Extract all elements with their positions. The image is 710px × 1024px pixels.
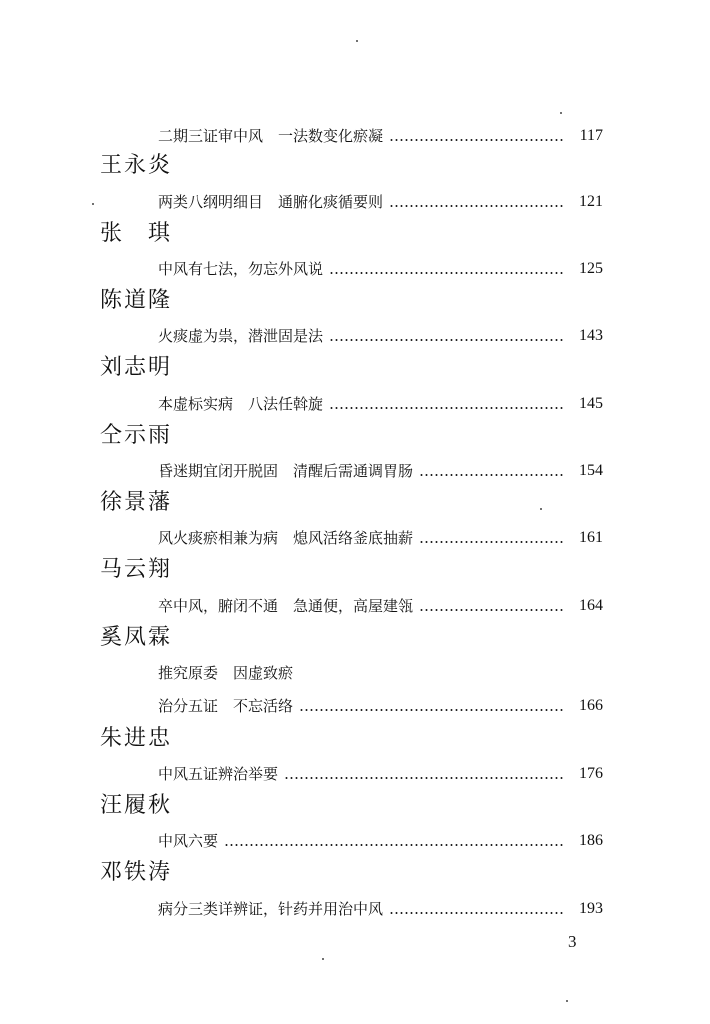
entry-title: 二期三证审中风 一法数变化瘀凝 [158, 127, 384, 145]
entry-page-number: 143 [579, 327, 603, 344]
toc-entry[interactable] [158, 762, 603, 786]
page-number: 3 [568, 932, 577, 951]
dot-leader [419, 541, 563, 543]
entry-page-number: 193 [579, 900, 603, 917]
author-name: 朱进忠 [100, 726, 173, 751]
author-name: 王永炎 [100, 153, 173, 178]
toc-entry[interactable] [158, 324, 603, 348]
entry-page-number: 117 [579, 127, 603, 144]
entry-page-number: 164 [579, 597, 603, 614]
author-name: 徐景藩 [100, 490, 173, 515]
author-name: 奚凤霖 [100, 625, 173, 650]
dot-leader [389, 139, 563, 141]
dot-leader [284, 777, 563, 779]
scan-speck [322, 958, 324, 960]
entry-title: 中风有七法，勿忘外风说 [158, 260, 324, 278]
entry-title: 中风六要 [158, 832, 219, 850]
scan-speck [540, 508, 542, 510]
scan-speck [560, 112, 562, 114]
entry-page-number: 145 [579, 395, 603, 412]
entry-title: 病分三类详辨证，针药并用治中风 [158, 900, 384, 918]
dot-leader [419, 474, 563, 476]
entry-title: 中风五证辨治举要 [158, 765, 279, 783]
author-name: 仝示雨 [100, 423, 173, 448]
dot-leader [329, 272, 563, 274]
author-name: 马云翔 [100, 557, 173, 582]
toc-entry[interactable] [158, 897, 603, 921]
dot-leader [329, 407, 563, 409]
dot-leader [389, 912, 563, 914]
toc-entry[interactable] [158, 661, 603, 685]
toc-entry[interactable] [158, 190, 603, 214]
author-name: 陈道隆 [100, 288, 173, 313]
toc-entry[interactable] [158, 594, 603, 618]
entry-title: 治分五证 不忘活络 [158, 697, 294, 715]
toc-entry[interactable] [158, 526, 603, 550]
entry-page-number: 176 [579, 765, 603, 782]
dot-leader [389, 205, 563, 207]
dot-leader [224, 844, 563, 846]
entry-page-number: 121 [579, 193, 603, 210]
author-name: 张 琪 [100, 221, 173, 246]
author-name: 汪履秋 [100, 793, 173, 818]
entry-page-number: 154 [579, 462, 603, 479]
entry-title: 风火痰瘀相兼为病 熄风活络釜底抽薪 [158, 529, 414, 547]
entry-page-number: 161 [579, 529, 603, 546]
scan-speck [566, 1000, 568, 1002]
toc-entry[interactable] [158, 392, 603, 416]
dot-leader [419, 609, 563, 611]
entry-title: 两类八纲明细目 通腑化痰循要则 [158, 193, 384, 211]
dot-leader [329, 339, 563, 341]
author-name: 刘志明 [100, 355, 173, 380]
author-name: 邓铁涛 [100, 860, 173, 885]
entry-title: 火痰虚为祟，潜泄固是法 [158, 327, 324, 345]
toc-entry[interactable] [158, 829, 603, 853]
entry-title: 卒中风，腑闭不通 急通便，高屋建瓴 [158, 597, 414, 615]
toc-entry[interactable] [158, 694, 603, 718]
entry-title: 推究原委 因虚致瘀 [158, 664, 294, 682]
scan-speck [92, 203, 94, 205]
entry-page-number: 166 [579, 697, 603, 714]
scan-speck [356, 40, 358, 42]
toc-entry[interactable] [158, 124, 603, 148]
entry-page-number: 125 [579, 260, 603, 277]
entry-title: 昏迷期宜闭开脱固 清醒后需通调胃肠 [158, 462, 414, 480]
dot-leader [299, 709, 563, 711]
entry-title: 本虚标实病 八法任斡旋 [158, 395, 324, 413]
toc-entry[interactable] [158, 459, 603, 483]
toc-entry[interactable] [158, 257, 603, 281]
entry-page-number: 186 [579, 832, 603, 849]
